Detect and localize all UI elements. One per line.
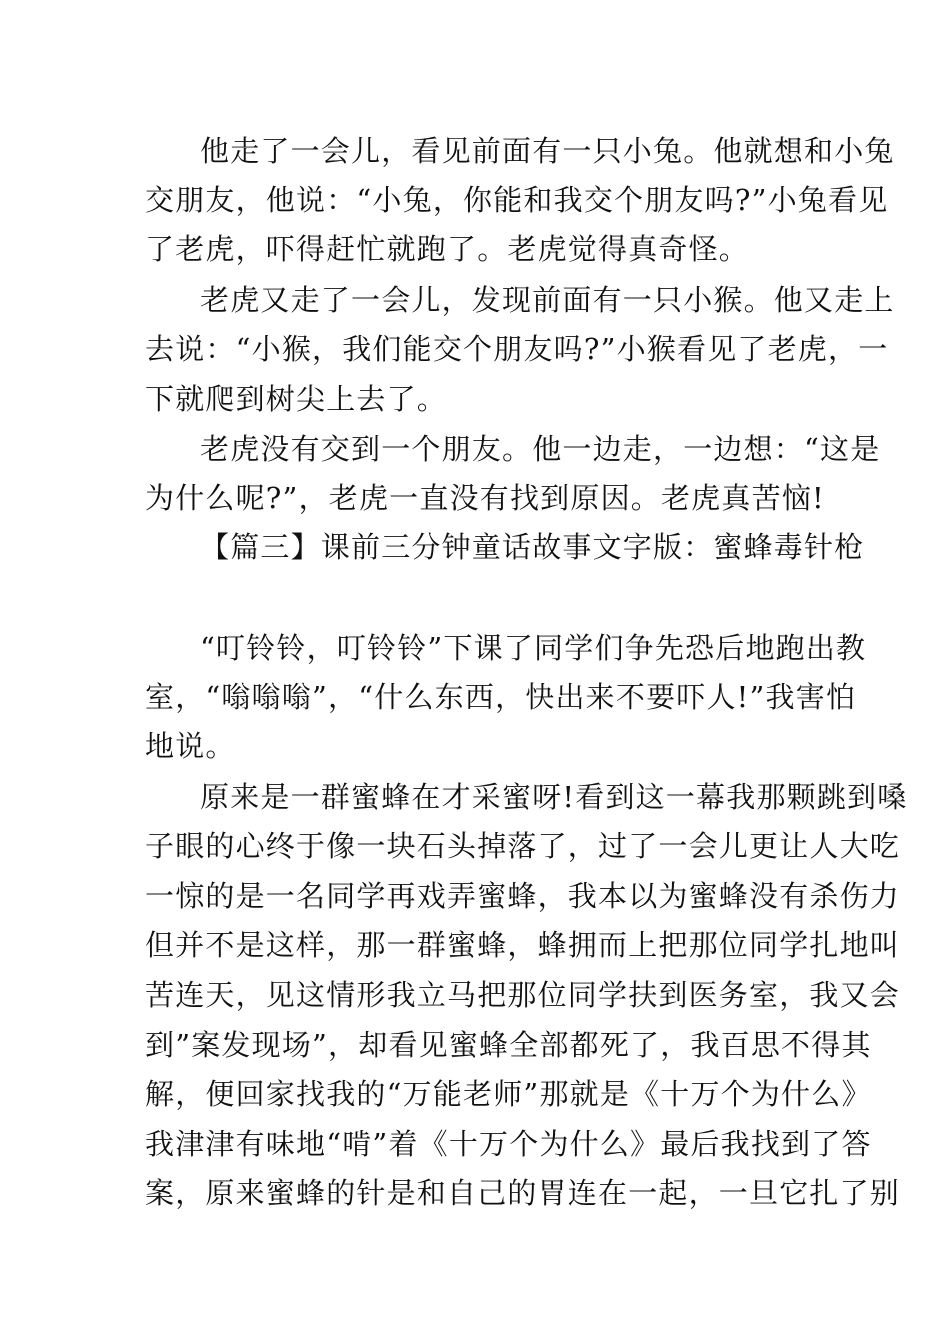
text-line: 下就爬到树尖上去了。 — [145, 382, 448, 416]
text-line: “叮铃铃，叮铃铃”下课了同学们争先恐后地跑出教 — [200, 631, 867, 665]
text-line: 苦连天，见这情形我立马把那位同学扶到医务室，我又会 — [145, 978, 901, 1012]
text-line: 一惊的是一名同学再戏弄蜜蜂，我本以为蜜蜂没有杀伤力 — [145, 879, 901, 913]
text-line: 地说。 — [145, 729, 236, 763]
text-line: 原来是一群蜜蜂在才采蜜呀!看到这一幕我那颗跳到嗓 — [200, 780, 908, 814]
text-line: 到”案发现场”，却看见蜜蜂全部都死了，我百思不得其 — [145, 1028, 872, 1062]
text-line: 但并不是这样，那一群蜜蜂，蜂拥而上把那位同学扎地叫 — [145, 928, 901, 962]
text-line: 去说：“小猴，我们能交个朋友吗?”小猴看见了老虎，一 — [145, 332, 889, 366]
text-line: 室，“嗡嗡嗡”，“什么东西，快出来不要吓人!”我害怕 — [145, 680, 857, 714]
section-heading: 【篇三】课前三分钟童话故事文字版：蜜蜂毒针枪 — [200, 530, 865, 564]
text-line: 交朋友，他说：“小兔，你能和我交个朋友吗?”小兔看见 — [145, 183, 889, 217]
text-line: 老虎又走了一会儿，发现前面有一只小猴。他又走上 — [200, 283, 895, 317]
text-line: 老虎没有交到一个朋友。他一边走，一边想：“这是 — [200, 432, 881, 466]
text-line: 解，便回家找我的“万能老师”那就是《十万个为什么》 — [145, 1077, 872, 1111]
text-line: 案，原来蜜蜂的针是和自己的胃连在一起，一旦它扎了别 — [145, 1176, 901, 1210]
text-line: 了老虎，吓得赶忙就跑了。老虎觉得真奇怪。 — [145, 232, 750, 266]
text-line: 他走了一会儿，看见前面有一只小兔。他就想和小兔 — [200, 134, 895, 168]
text-line: 为什么呢?”，老虎一直没有找到原因。老虎真苦恼! — [145, 481, 825, 515]
text-line: 我津津有味地“啃”着《十万个为什么》最后我找到了答 — [145, 1127, 872, 1161]
text-line: 子眼的心终于像一块石头掉落了，过了一会儿更让人大吃 — [145, 829, 901, 863]
